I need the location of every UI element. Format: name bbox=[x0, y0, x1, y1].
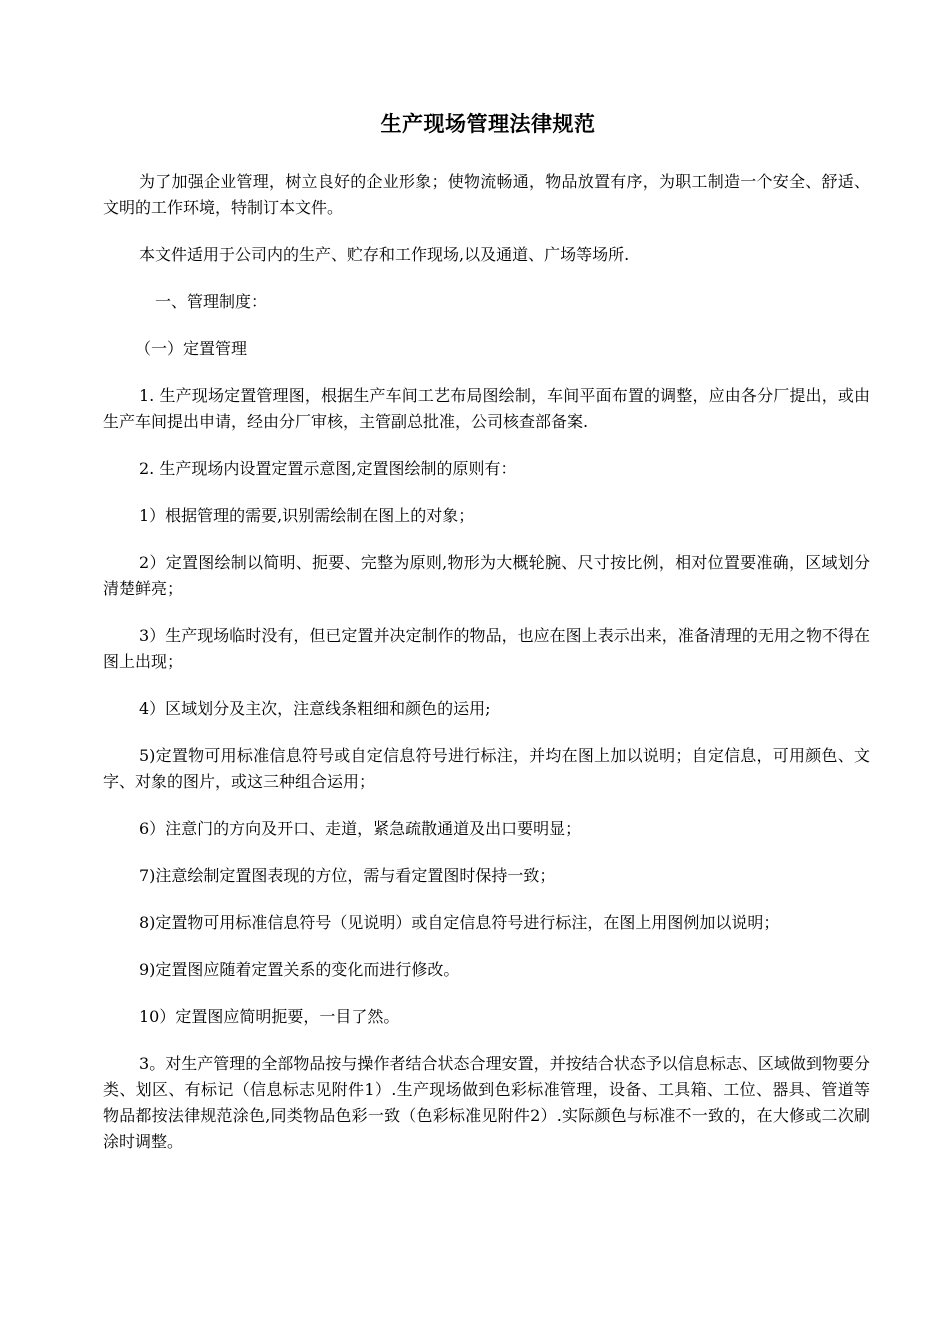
paragraph-principle-9: 9)定置图应随着定置关系的变化而进行修改。 bbox=[139, 960, 460, 979]
paragraph-scope: 本文件适用于公司内的生产、贮存和工作现场,以及通道、广场等场所. bbox=[139, 245, 630, 264]
paragraph-item-1: 1. 生产现场定置管理图，根据生产车间工艺布局图绘制，车间平面布置的调整，应由各分厂提出，或由生产车间提出申请，经由分厂审核，主管副总批准，公司核查部备案. bbox=[103, 386, 870, 431]
paragraph-item-3: 3。对生产管理的全部物品按与操作者结合状态合理安置，并按结合状态予以信息标志、区域做到物要分类、划区、有标记（信息标志见附件1）.生产现场做到色彩标准管理，设备、工具箱、工位、器具、管道等物品都按法律规范涂色,同类物品色彩一致（色彩标准见附件2）.实际颜色与标准不一致的，在大修或二次刷涂时调整。 bbox=[103, 1054, 870, 1151]
document-title: 生产现场管理法律规范 bbox=[380, 111, 596, 136]
paragraph-principle-6: 6）注意门的方向及开口、走道，紧急疏散通道及出口要明显； bbox=[139, 819, 582, 838]
paragraph-principle-5: 5)定置物可用标准信息符号或自定信息符号进行标注，并均在图上加以说明；自定信息，可用颜色、文字、对象的图片，或这三种组合运用； bbox=[103, 746, 870, 791]
subsection-heading-fixed-position: （一）定置管理 bbox=[135, 339, 248, 358]
paragraph-principle-1: 1）根据管理的需要,识别需绘制在图上的对象； bbox=[139, 506, 475, 525]
paragraph-principle-3: 3）生产现场临时没有，但已定置并决定制作的物品，也应在图上表示出来，准备清理的无用之物不得在图上出现； bbox=[103, 626, 870, 671]
paragraph-principle-8: 8)定置物可用标准信息符号（见说明）或自定信息符号进行标注，在图上用图例加以说明； bbox=[139, 913, 780, 932]
document-body bbox=[103, 169, 870, 1176]
paragraph-principle-4: 4）区域划分及主次，注意线条粗细和颜色的运用; bbox=[139, 699, 491, 718]
paragraph-principle-2: 2）定置图绘制以简明、扼要、完整为原则,物形为大概轮腕、尺寸按比例，相对位置要准确，区域划分清楚鲜亮； bbox=[103, 553, 870, 598]
paragraph-intro: 为了加强企业管理，树立良好的企业形象；使物流畅通，物品放置有序，为职工制造一个安全、舒适、文明的工作环境，特制订本文件。 bbox=[103, 172, 870, 217]
paragraph-item-2: 2. 生产现场内设置定置示意图,定置图绘制的原则有： bbox=[139, 459, 517, 478]
paragraph-principle-10: 10）定置图应简明扼要，一目了然。 bbox=[139, 1007, 400, 1026]
section-heading-management-system: 一、管理制度： bbox=[155, 292, 268, 311]
paragraph-principle-7: 7)注意绘制定置图表现的方位，需与看定置图时保持一致； bbox=[139, 866, 556, 885]
